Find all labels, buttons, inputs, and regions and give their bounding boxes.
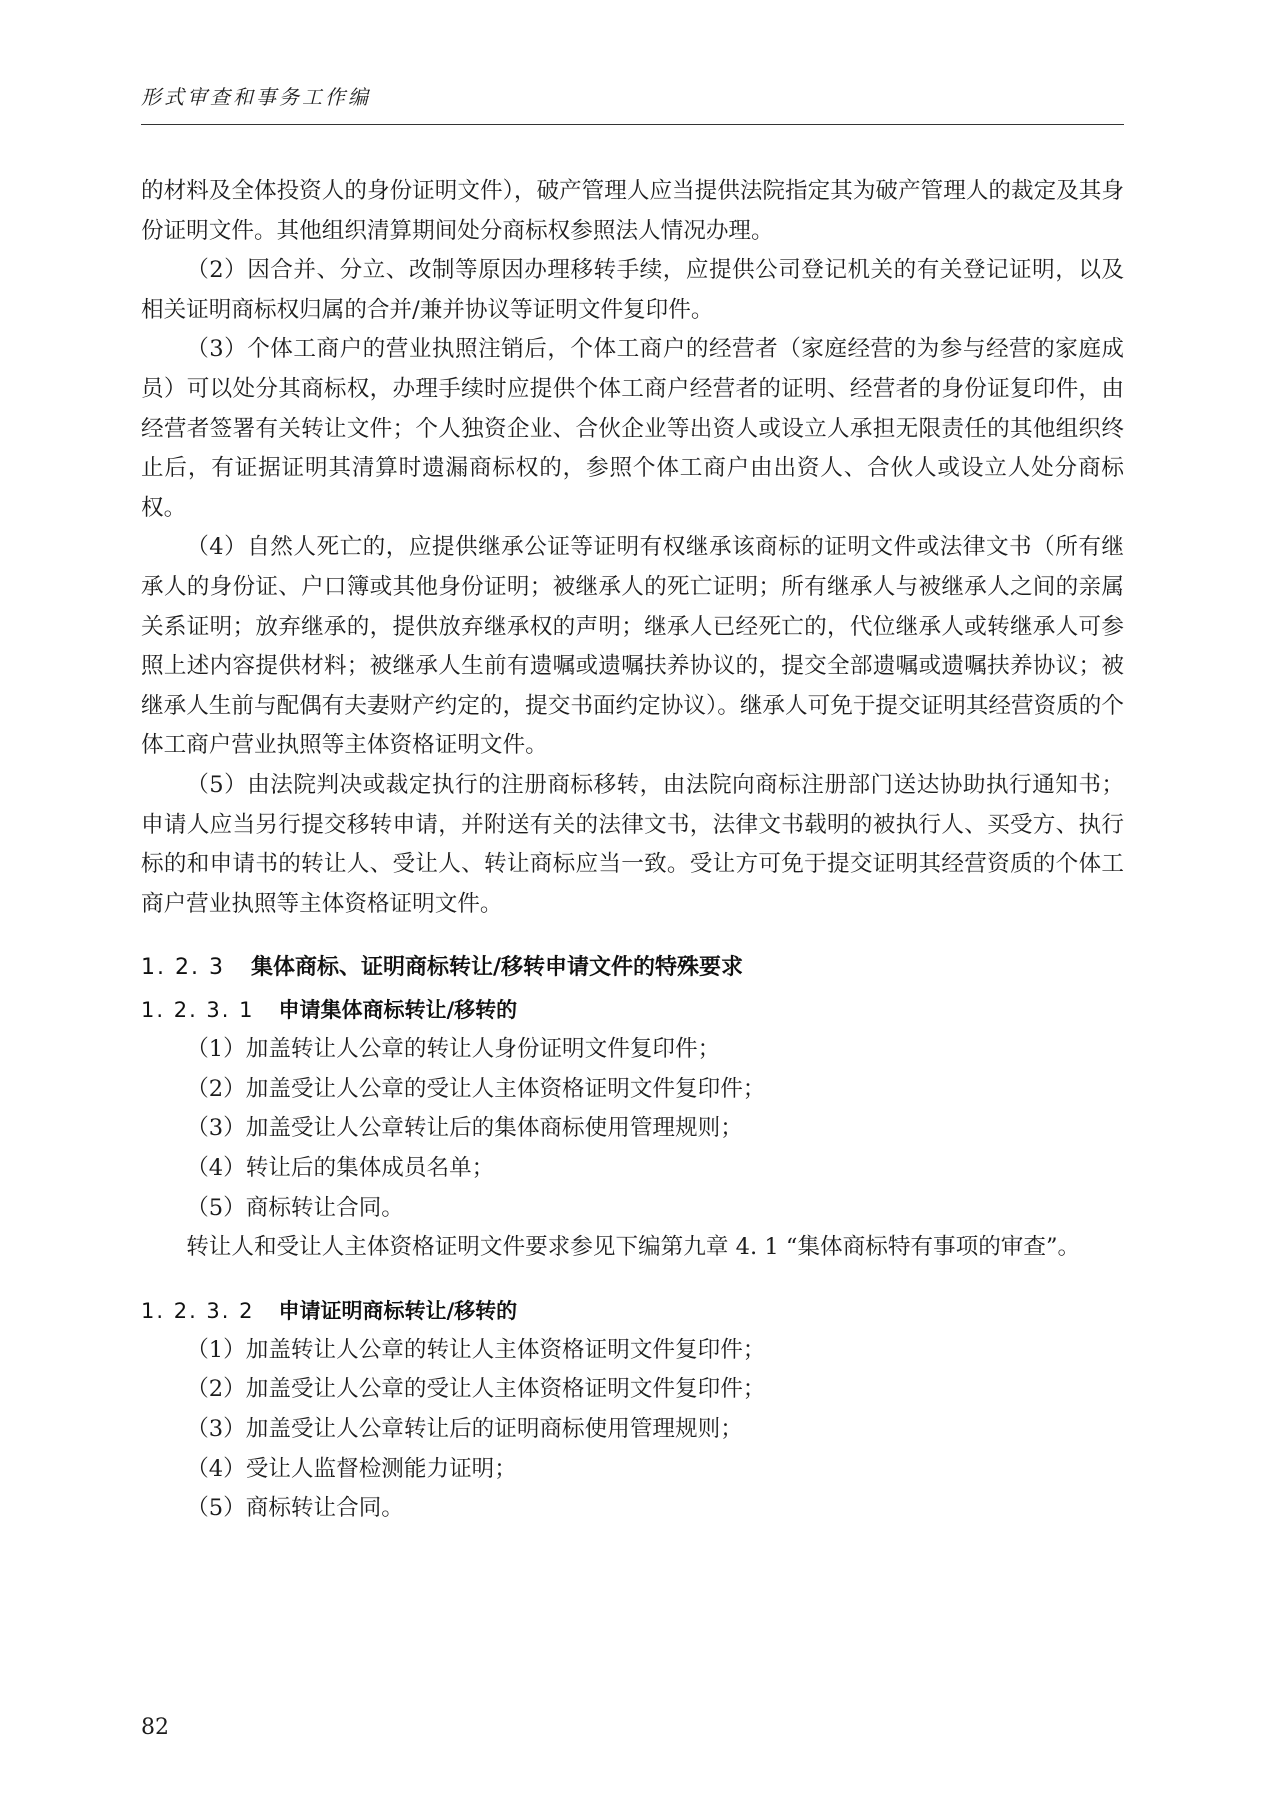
section-title: 集体商标、证明商标转让/移转申请文件的特殊要求 — [250, 955, 744, 981]
document-page — [141, 0, 1124, 1799]
list-item: （4）受让人监督检测能力证明； — [186, 1455, 517, 1482]
header-rule — [141, 124, 1124, 125]
list-item: （5）商标转让合同。 — [186, 1194, 404, 1221]
paragraph-item-3: （3）个体工商户的营业执照注销后，个体工商户的经营者（家庭经营的为参与经营的家庭成员）可以处分其商标权，办理手续时应提供个体工商户经营者的证明、经营者的身份证复印件，由经营者签署有关转让文件；个人独资企业、合伙企业等出资人或设立人承担无限责任的其他组织终止后，有证据证明其清算时遗漏商标权的，参照个体工商户由出资人、合伙人或设立人处分商标权。 — [141, 336, 1124, 521]
list-item: （2）加盖受让人公章的受让人主体资格证明文件复印件； — [186, 1075, 766, 1102]
subsection-number: 1. 2. 3. 2 — [141, 1298, 255, 1323]
list-item: （2）加盖受让人公章的受让人主体资格证明文件复印件； — [186, 1376, 766, 1403]
list-item: （4）转让后的集体成员名单； — [186, 1155, 495, 1182]
running-header — [141, 84, 1124, 124]
list-item: （3）加盖受让人公章转让后的证明商标使用管理规则； — [186, 1416, 743, 1443]
spacer — [141, 1268, 1124, 1292]
subsection-number: 1. 2. 3. 1 — [141, 998, 255, 1023]
subsection-heading-1-2-3-1 — [141, 991, 1124, 1030]
spacer — [141, 924, 1124, 948]
paragraph-item-5: （5）由法院判决或裁定执行的注册商标移转，由法院向商标注册部门送达协助执行通知书；申请人应当另行提交移转申请，并附送有关的法律文书，法律文书载明的被执行人、买受方、执行标的和申请书的转让人、受让人、转让商标应当一致。受让方可免于提交证明其经营资质的个体工商户营业执照等主体资格证明文件。 — [141, 771, 1124, 917]
list-item: （1）加盖转让人公章的转让人身份证明文件复印件； — [186, 1036, 721, 1063]
subsection-title: 申请集体商标转让/移转的 — [278, 998, 518, 1023]
reference-note: 转让人和受让人主体资格证明文件要求参见下编第九章 4. 1 “集体商标特有事项的审查”。 — [186, 1234, 1081, 1261]
running-title: 形式审查和事务工作编 — [141, 85, 371, 109]
page-number: 82 — [141, 1715, 169, 1740]
requirements-list-certification — [141, 1331, 1124, 1529]
list-item: （3）加盖受让人公章转让后的集体商标使用管理规则； — [186, 1115, 743, 1142]
subsection-title: 申请证明商标转让/移转的 — [278, 1298, 518, 1323]
paragraph-continuation: 的材料及全体投资人的身份证明文件），破产管理人应当提供法院指定其为破产管理人的裁定及其身份证明文件。其他组织清算期间处分商标权参照法人情况办理。 — [141, 178, 1124, 244]
list-item: （5）商标转让合同。 — [186, 1495, 404, 1522]
page-body — [141, 172, 1124, 1529]
paragraph-item-4: （4）自然人死亡的，应提供继承公证等证明有权继承该商标的证明文件或法律文书（所有继承人的身份证、户口簿或其他身份证明；被继承人的死亡证明；所有继承人与被继承人之间的亲属关系证明；放弃继承的，提供放弃继承权的声明；继承人已经死亡的，代位继承人或转继承人可参照上述内容提供材料；被继承人生前有遗嘱或遗嘱扶养协议的，提交全部遗嘱或遗嘱扶养协议；被继承人生前与配偶有夫妻财产约定的，提交书面约定协议）。继承人可免于提交证明其经营资质的个体工商户营业执照等主体资格证明文件。 — [141, 534, 1124, 759]
section-number: 1. 2. 3 — [141, 955, 225, 981]
section-heading-1-2-3 — [141, 948, 1124, 987]
list-item: （1）加盖转让人公章的转让人主体资格证明文件复印件； — [186, 1336, 766, 1363]
paragraph-item-2: （2）因合并、分立、改制等原因办理移转手续，应提供公司登记机关的有关登记证明，以及相关证明商标权归属的合并/兼并协议等证明文件复印件。 — [141, 257, 1124, 323]
subsection-heading-1-2-3-2 — [141, 1292, 1124, 1331]
requirements-list-collective — [141, 1030, 1124, 1228]
